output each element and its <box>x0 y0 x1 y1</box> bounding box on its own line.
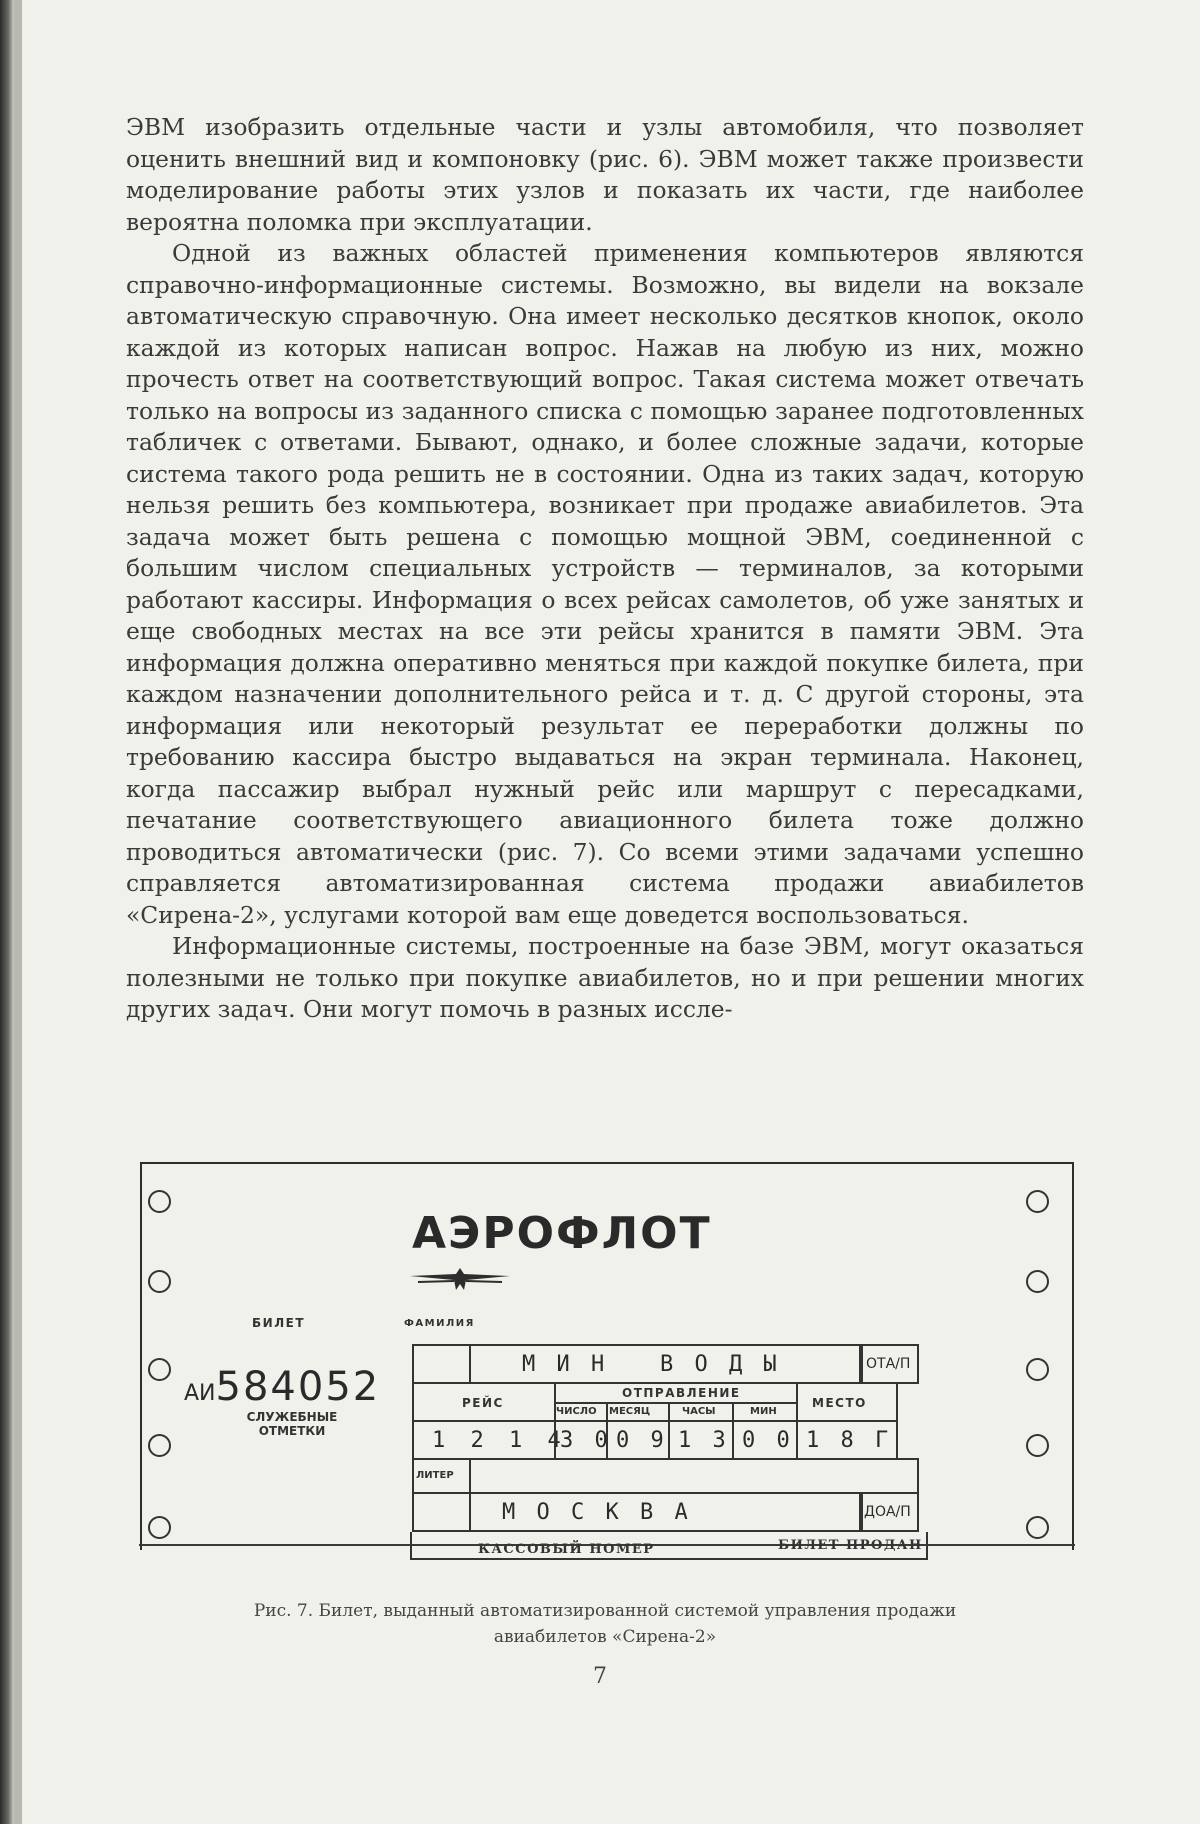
paragraph-2: Одной из важных областей применения компьютеров являются справочно-информационные системы. Возможно, вы видели на вокзале автоматическую справочную. Она имеет несколько десятков кнопок, около каждой из которых написан вопрос. Нажав на любую из них, можно прочесть ответ на соответствующий вопрос. Такая система может отвечать только на вопросы из заданного списка с помощью заранее подготовленных табличек с ответами. Бывают, однако, и более сложные задачи, которые система такого рода решить не в состоянии. Одна из таких задач, которую нельзя решить без компьютера, возникает при продаже авиабилетов. Эта задача может быть решена с помощью мощной ЭВМ, соединенной с большим числом специальных устройств — терминалов, за которыми работают кассиры. Информация о всех рейсах самолетов, об уже занятых и еще свободных местах на все эти рейсы хранится в памяти ЭВМ. Эта информация должна оперативно меняться при каждой покупке билета, при каждом назначении дополнительного рейса и т. д. С другой стороны, эта информация или некоторый результат ее переработки должны по требованию кассира быстро выдаваться на экран терминала. Наконец, когда пассажир выбрал нужный рейс или маршрут с пересадками, печатание соответствующего авиационного билета тоже должно проводиться автоматически (рис. 7). Со всеми этими задачами успешно справляется автоматизированная система продажи авиабилетов «Сирена-2», услугами которой вам еще доведется воспользоваться. <box>126 239 1084 929</box>
ticket-label: БИЛЕТ <box>252 1316 306 1330</box>
body-text <box>126 112 1084 1026</box>
grid-cell <box>469 1458 919 1494</box>
paragraph-3: Информационные системы, построенные на базе ЭВМ, могут оказаться полезными не только при покупке авиабилетов, но и при решении многих других задач. Они могут помочь в разных иссле- <box>126 932 1084 1023</box>
punch-hole-icon <box>1026 1516 1049 1539</box>
caption-line-2: авиабилетов «Сирена-2» <box>493 1627 717 1647</box>
surname-label: ФАМИЛИЯ <box>404 1318 475 1329</box>
ticket-series: АИ <box>184 1381 216 1406</box>
ota-label: ОТА/П <box>866 1356 911 1372</box>
departure-label: ОТПРАВЛЕНИЕ <box>622 1386 741 1400</box>
punch-hole-icon <box>1026 1358 1049 1381</box>
aeroflot-wings-icon <box>410 1264 510 1294</box>
cash-number-label: КАССОВЫЙ НОМЕР <box>478 1542 655 1557</box>
hours-label: ЧАСЫ <box>682 1406 716 1417</box>
date-value: 3 0 <box>560 1428 612 1453</box>
caption-line-1: Рис. 7. Билет, выданный автоматизированной системой управления продажи <box>253 1601 957 1621</box>
page-edge <box>14 0 22 1824</box>
paragraph-1: ЭВМ изобразить отдельные части и узлы автомобиля, что позволяет оценить внешний вид и компоновку (рис. 6). ЭВМ может также произвести моделирование работы этих узлов и показать их части, где наиболее вероятна поломка при эксплуатации. <box>126 113 1084 236</box>
to-city: М О С К В А <box>502 1500 692 1525</box>
liter-label: ЛИТЕР <box>416 1470 454 1481</box>
grid-cell <box>412 1344 471 1384</box>
punch-hole-icon <box>1026 1190 1049 1213</box>
min-label: МИН <box>750 1406 777 1417</box>
flight-value: 1 2 1 4 <box>432 1428 567 1453</box>
from-city: М И Н В О Д Ы <box>522 1352 781 1377</box>
punch-hole-icon <box>1026 1270 1049 1293</box>
aeroflot-brand: АЭРОФЛОТ <box>412 1208 712 1259</box>
punch-hole-icon <box>148 1358 171 1381</box>
seat-label: МЕСТО <box>812 1396 867 1410</box>
punch-hole-icon <box>148 1516 171 1539</box>
date-label: ЧИСЛО <box>556 1406 597 1417</box>
seat-value: 1 8 Г <box>806 1428 893 1453</box>
month-value: 0 9 <box>616 1428 668 1453</box>
ticket-number <box>184 1364 380 1410</box>
ticket-number-value: 584052 <box>215 1364 381 1410</box>
grid-cell <box>412 1492 471 1532</box>
page-number: 7 <box>593 1664 607 1689</box>
punch-hole-icon <box>1026 1434 1049 1457</box>
punch-hole-icon <box>148 1190 171 1213</box>
hours-value: 1 3 <box>678 1428 730 1453</box>
figure-caption <box>140 1598 1070 1650</box>
ticket-figure <box>140 1162 1074 1550</box>
punch-hole-icon <box>148 1270 171 1293</box>
ticket-sold-label: БИЛЕТ ПРОДАН <box>778 1538 923 1553</box>
service-marks-label: СЛУЖЕБНЫЕ ОТМЕТКИ <box>246 1410 338 1438</box>
flight-label: РЕЙС <box>462 1396 504 1410</box>
book-spine <box>0 0 14 1824</box>
doa-label: ДОА/П <box>864 1504 911 1520</box>
punch-hole-icon <box>148 1434 171 1457</box>
month-label: МЕСЯЦ <box>609 1406 651 1417</box>
min-value: 0 0 <box>742 1428 794 1453</box>
